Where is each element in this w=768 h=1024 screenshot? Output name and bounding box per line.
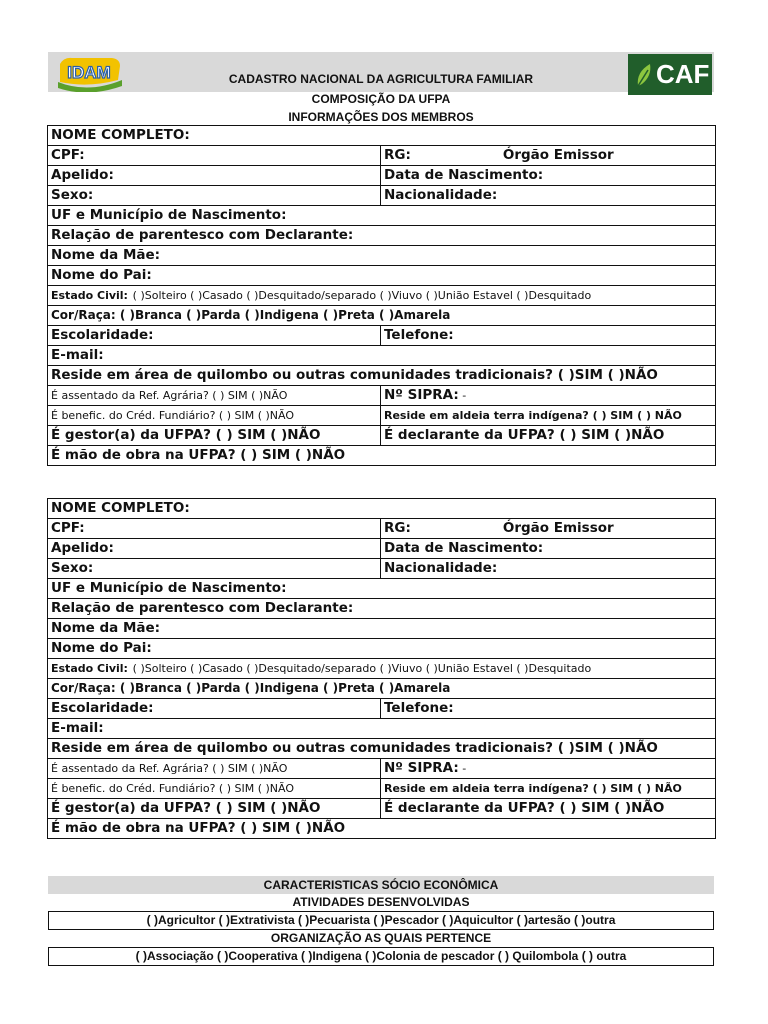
estado-civil-label: Estado Civil: [51,289,128,302]
uf-municipio-field[interactable]: UF e Município de Nascimento: [48,579,716,599]
member-form-2 [47,498,716,839]
credito-fundiario-field[interactable]: É benefic. do Créd. Fundiário? ( ) SIM ( )NÃO [48,779,381,799]
mao-obra-field[interactable]: É mão de obra na UFPA? ( ) SIM ( )NÃO [48,819,716,839]
uf-municipio-field[interactable]: UF e Município de Nascimento: [48,206,716,226]
organizacao-options[interactable]: ( )Associação ( )Cooperativa ( )Indigena ( )Colonia de pescador ( ) Quilombola ( ) outra [48,947,714,966]
estado-civil-field[interactable] [48,286,716,306]
parentesco-field[interactable]: Relação de parentesco com Declarante: [48,599,716,619]
data-nascimento-field[interactable]: Data de Nascimento: [381,539,716,559]
nome-pai-field[interactable]: Nome do Pai: [48,639,716,659]
declarante-field[interactable]: É declarante da UFPA? ( ) SIM ( )NÃO [381,799,716,819]
aldeia-field[interactable]: Reside em aldeia terra indígena? ( ) SIM ( ) NÃO [381,406,716,426]
cpf-field[interactable]: CPF: [48,519,381,539]
form-title: CADASTRO NACIONAL DA AGRICULTURA FAMILIAR [228,72,534,86]
nome-mae-field[interactable]: Nome da Mãe: [48,246,716,266]
sexo-field[interactable]: Sexo: [48,186,381,206]
rg-label: RG: [384,520,411,536]
telefone-field[interactable]: Telefone: [381,699,716,719]
nome-completo-field[interactable]: NOME COMPLETO: [48,126,716,146]
apelido-field[interactable]: Apelido: [48,539,381,559]
parentesco-field[interactable]: Relação de parentesco com Declarante: [48,226,716,246]
atividades-title: ATIVIDADES DESENVOLVIDAS [292,895,470,909]
sipra-value: - [458,389,467,402]
mao-obra-field[interactable]: É mão de obra na UFPA? ( ) SIM ( )NÃO [48,446,716,466]
gestor-field[interactable]: É gestor(a) da UFPA? ( ) SIM ( )NÃO [48,426,381,446]
sipra-field[interactable] [381,759,716,779]
sipra-label: Nº SIPRA: [384,387,459,403]
escolaridade-field[interactable]: Escolaridade: [48,326,381,346]
organizacao-title: ORGANIZAÇÃO AS QUAIS PERTENCE [270,931,492,945]
estado-civil-options: ( )Solteiro ( )Casado ( )Desquitado/separado ( )Viuvo ( )União Estavel ( )Desquitado [132,289,592,302]
socio-economica-title: CARACTERISTICAS SÓCIO ECONÔMICA [48,876,714,894]
sipra-value: - [458,762,467,775]
aldeia-field[interactable]: Reside em aldeia terra indígena? ( ) SIM ( ) NÃO [381,779,716,799]
idam-logo-text: IDAM [67,63,111,82]
caf-logo-text: CAF [656,59,710,89]
sipra-field[interactable] [381,386,716,406]
sexo-field[interactable]: Sexo: [48,559,381,579]
apelido-field[interactable]: Apelido: [48,166,381,186]
estado-civil-field[interactable] [48,659,716,679]
atividades-options[interactable]: ( )Agricultor ( )Extrativista ( )Pecuarista ( )Pescador ( )Aquicultor ( )artesão ( )outra [48,911,714,930]
assentado-field[interactable]: É assentado da Ref. Agrária? ( ) SIM ( )NÃO [48,386,381,406]
socio-economica-section [48,876,714,966]
telefone-field[interactable]: Telefone: [381,326,716,346]
quilombo-field[interactable]: Reside em área de quilombo ou outras comunidades tradicionais? ( )SIM ( )NÃO [48,739,716,759]
form-header [48,52,714,125]
email-field[interactable]: E-mail: [48,719,716,739]
cor-raca-field[interactable]: Cor/Raça: ( )Branca ( )Parda ( )Indigena ( )Preta ( )Amarela [48,679,716,699]
nacionalidade-field[interactable]: Nacionalidade: [381,559,716,579]
form-subtitle: COMPOSIÇÃO DA UFPA [311,92,451,106]
member-form-1 [47,125,716,466]
email-field[interactable]: E-mail: [48,346,716,366]
assentado-field[interactable]: É assentado da Ref. Agrária? ( ) SIM ( )NÃO [48,759,381,779]
estado-civil-label: Estado Civil: [51,662,128,675]
declarante-field[interactable]: É declarante da UFPA? ( ) SIM ( )NÃO [381,426,716,446]
nome-pai-field[interactable]: Nome do Pai: [48,266,716,286]
cor-raca-field[interactable]: Cor/Raça: ( )Branca ( )Parda ( )Indigena ( )Preta ( )Amarela [48,306,716,326]
estado-civil-options: ( )Solteiro ( )Casado ( )Desquitado/separado ( )Viuvo ( )União Estavel ( )Desquitado [132,662,592,675]
escolaridade-field[interactable]: Escolaridade: [48,699,381,719]
rg-field[interactable] [381,146,716,166]
rg-field[interactable] [381,519,716,539]
nacionalidade-field[interactable]: Nacionalidade: [381,186,716,206]
nome-mae-field[interactable]: Nome da Mãe: [48,619,716,639]
data-nascimento-field[interactable]: Data de Nascimento: [381,166,716,186]
orgao-emissor-label: Órgão Emissor [502,147,614,163]
rg-label: RG: [384,147,411,163]
quilombo-field[interactable]: Reside em área de quilombo ou outras comunidades tradicionais? ( )SIM ( )NÃO [48,366,716,386]
sipra-label: Nº SIPRA: [384,760,459,776]
cpf-field[interactable]: CPF: [48,146,381,166]
orgao-emissor-label: Órgão Emissor [502,520,614,536]
section-title: INFORMAÇÕES DOS MEMBROS [288,110,474,124]
gestor-field[interactable]: É gestor(a) da UFPA? ( ) SIM ( )NÃO [48,799,381,819]
credito-fundiario-field[interactable]: É benefic. do Créd. Fundiário? ( ) SIM ( )NÃO [48,406,381,426]
nome-completo-field[interactable]: NOME COMPLETO: [48,499,716,519]
